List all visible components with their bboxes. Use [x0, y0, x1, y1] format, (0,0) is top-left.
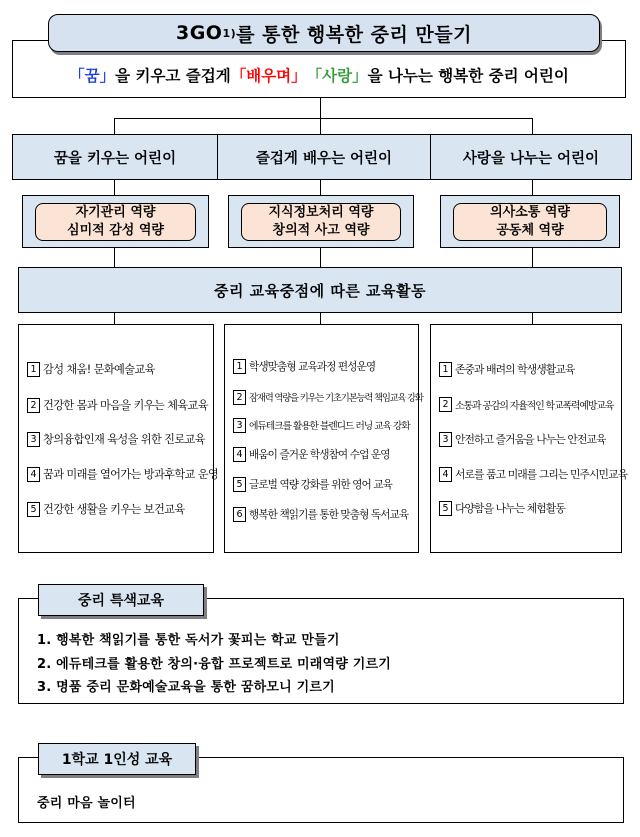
competency-box-learn	[228, 195, 414, 248]
item-number: 5	[439, 501, 452, 516]
list-item	[233, 358, 416, 374]
item-text: 창의융합인재 육성을 위한 진로교육	[43, 433, 205, 446]
goal-love	[430, 134, 632, 180]
one-school-text: 중리 마음 놀이터	[37, 796, 136, 811]
competency-item: 의사소통 역량	[490, 205, 570, 220]
item-text: 감성 채움! 문화예술교육	[43, 363, 155, 376]
item-number: 6	[233, 507, 246, 522]
item-number: 3	[27, 432, 40, 447]
vision-text-3: 을 나누는 행복한 중리 어린이	[367, 67, 569, 85]
item-text: 학생맞춤형 교육과정 편성운영	[249, 360, 376, 373]
list-item	[233, 389, 423, 405]
list-item	[439, 500, 619, 516]
connector	[320, 180, 321, 195]
item-number: 3	[233, 418, 246, 433]
item-text: 행복한 책읽기를 통한 맞춤형 독서교육	[249, 508, 409, 521]
list-item	[27, 361, 211, 377]
connector	[320, 118, 321, 134]
list-item	[27, 397, 211, 413]
connector	[114, 118, 533, 119]
page-title	[48, 14, 600, 52]
activity-list-love	[430, 324, 628, 553]
item-text: 잠재력 역량을 키우는 기초기본능력 책임교육 강화	[249, 393, 423, 404]
special-item: 1. 행복한 책읽기를 통한 독서가 꽃피는 학교 만들기	[37, 633, 340, 648]
item-text: 안전하고 즐거움을 나누는 안전교육	[455, 432, 606, 446]
competency-box-love	[440, 195, 620, 248]
competency-card	[35, 203, 196, 241]
item-text: 꿈과 미래를 열어가는 방과후학교 운영	[43, 468, 219, 481]
item-text: 서로를 품고 미래를 그리는 민주시민교육	[455, 467, 628, 481]
goal-label: 즐겁게 배우는 어린이	[255, 150, 393, 167]
list-item	[233, 446, 416, 462]
connector	[532, 118, 533, 134]
connector	[320, 313, 321, 324]
list-item	[27, 431, 211, 447]
one-school-title: 1학교 1인성 교육	[61, 752, 173, 768]
goal-learn	[217, 134, 431, 180]
item-number: 4	[233, 447, 246, 462]
connector	[320, 248, 321, 267]
activity-list-dream	[18, 324, 219, 553]
one-school-tab	[38, 743, 196, 775]
connector	[320, 98, 321, 118]
activities-header	[18, 267, 622, 313]
item-text: 건강한 생활을 키우는 보건교육	[43, 503, 185, 516]
item-text: 소통과 공감의 자율적인 학교폭력예방교육	[455, 400, 614, 412]
item-text: 배움이 즐거운 학생참여 수업 운영	[249, 448, 390, 461]
activities-header-label: 중리 교육중점에 따른 교육활동	[213, 281, 427, 300]
connector	[532, 313, 533, 324]
list-item	[439, 361, 619, 377]
item-number: 5	[233, 477, 246, 492]
vision-learn: 「배우며」	[230, 67, 307, 85]
item-text: 존중과 배려의 학생생활교육	[455, 362, 575, 376]
connector	[532, 180, 533, 195]
connector	[114, 118, 115, 134]
title-prefix: 3GO	[175, 22, 223, 44]
title-suffix: 를 통한 행복한 중리 만들기	[236, 23, 472, 46]
list-item	[233, 417, 416, 433]
item-number: 2	[233, 390, 246, 405]
competency-item: 지식정보처리 역량	[268, 205, 374, 220]
list-item	[233, 506, 416, 522]
item-text: 글로벌 역량 강화를 위한 영어 교육	[249, 478, 393, 491]
item-number: 2	[27, 398, 40, 413]
list-item	[27, 466, 219, 482]
list-item	[439, 431, 619, 447]
competency-item: 자기관리 역량	[75, 205, 156, 220]
item-text: 건강한 몸과 마음을 키우는 체육교육	[43, 399, 208, 412]
item-number: 1	[27, 362, 40, 377]
competency-card	[241, 203, 401, 241]
special-education-tab	[38, 584, 204, 616]
competency-card	[453, 203, 607, 241]
activity-list-learn	[224, 324, 423, 553]
item-number: 5	[27, 502, 40, 517]
vision-dream: 「꿈」	[69, 67, 116, 85]
item-number: 1	[439, 362, 452, 377]
item-number: 2	[439, 397, 452, 412]
connector	[114, 313, 115, 324]
competency-box-dream	[22, 195, 209, 248]
vision-text-1: 을 키우고 즐겁게	[115, 67, 231, 85]
special-item: 2. 에듀테크를 활용한 창의·융합 프로젝트로 미래역량 기르기	[37, 657, 392, 672]
title-footnote-mark: 1)	[222, 26, 237, 40]
item-number: 4	[27, 467, 40, 482]
competency-item: 창의적 사고 역량	[272, 223, 370, 238]
special-item: 3. 명품 중리 문화예술교육을 통한 꿈하모니 기르기	[37, 680, 335, 695]
vision-love: 「사랑」	[306, 67, 368, 85]
connector	[114, 248, 115, 267]
goal-dream	[12, 134, 218, 180]
list-item	[27, 501, 211, 517]
goal-label: 사랑을 나누는 어린이	[462, 150, 600, 167]
connector	[532, 248, 533, 267]
list-item	[439, 396, 619, 412]
competency-item: 공동체 역량	[496, 223, 564, 238]
item-text: 다양함을 나누는 체험활동	[455, 501, 565, 515]
item-number: 4	[439, 467, 452, 482]
item-number: 3	[439, 432, 452, 447]
item-text: 에듀테크를 활용한 블렌디드 러닝 교육 강화	[249, 421, 410, 432]
list-item	[439, 466, 628, 482]
goal-label: 꿈을 키우는 어린이	[53, 150, 177, 167]
special-education-title: 중리 특색교육	[77, 593, 165, 609]
list-item	[233, 476, 416, 492]
item-number: 1	[233, 359, 246, 374]
competency-item: 심미적 감성 역량	[67, 223, 164, 238]
connector	[114, 180, 115, 195]
